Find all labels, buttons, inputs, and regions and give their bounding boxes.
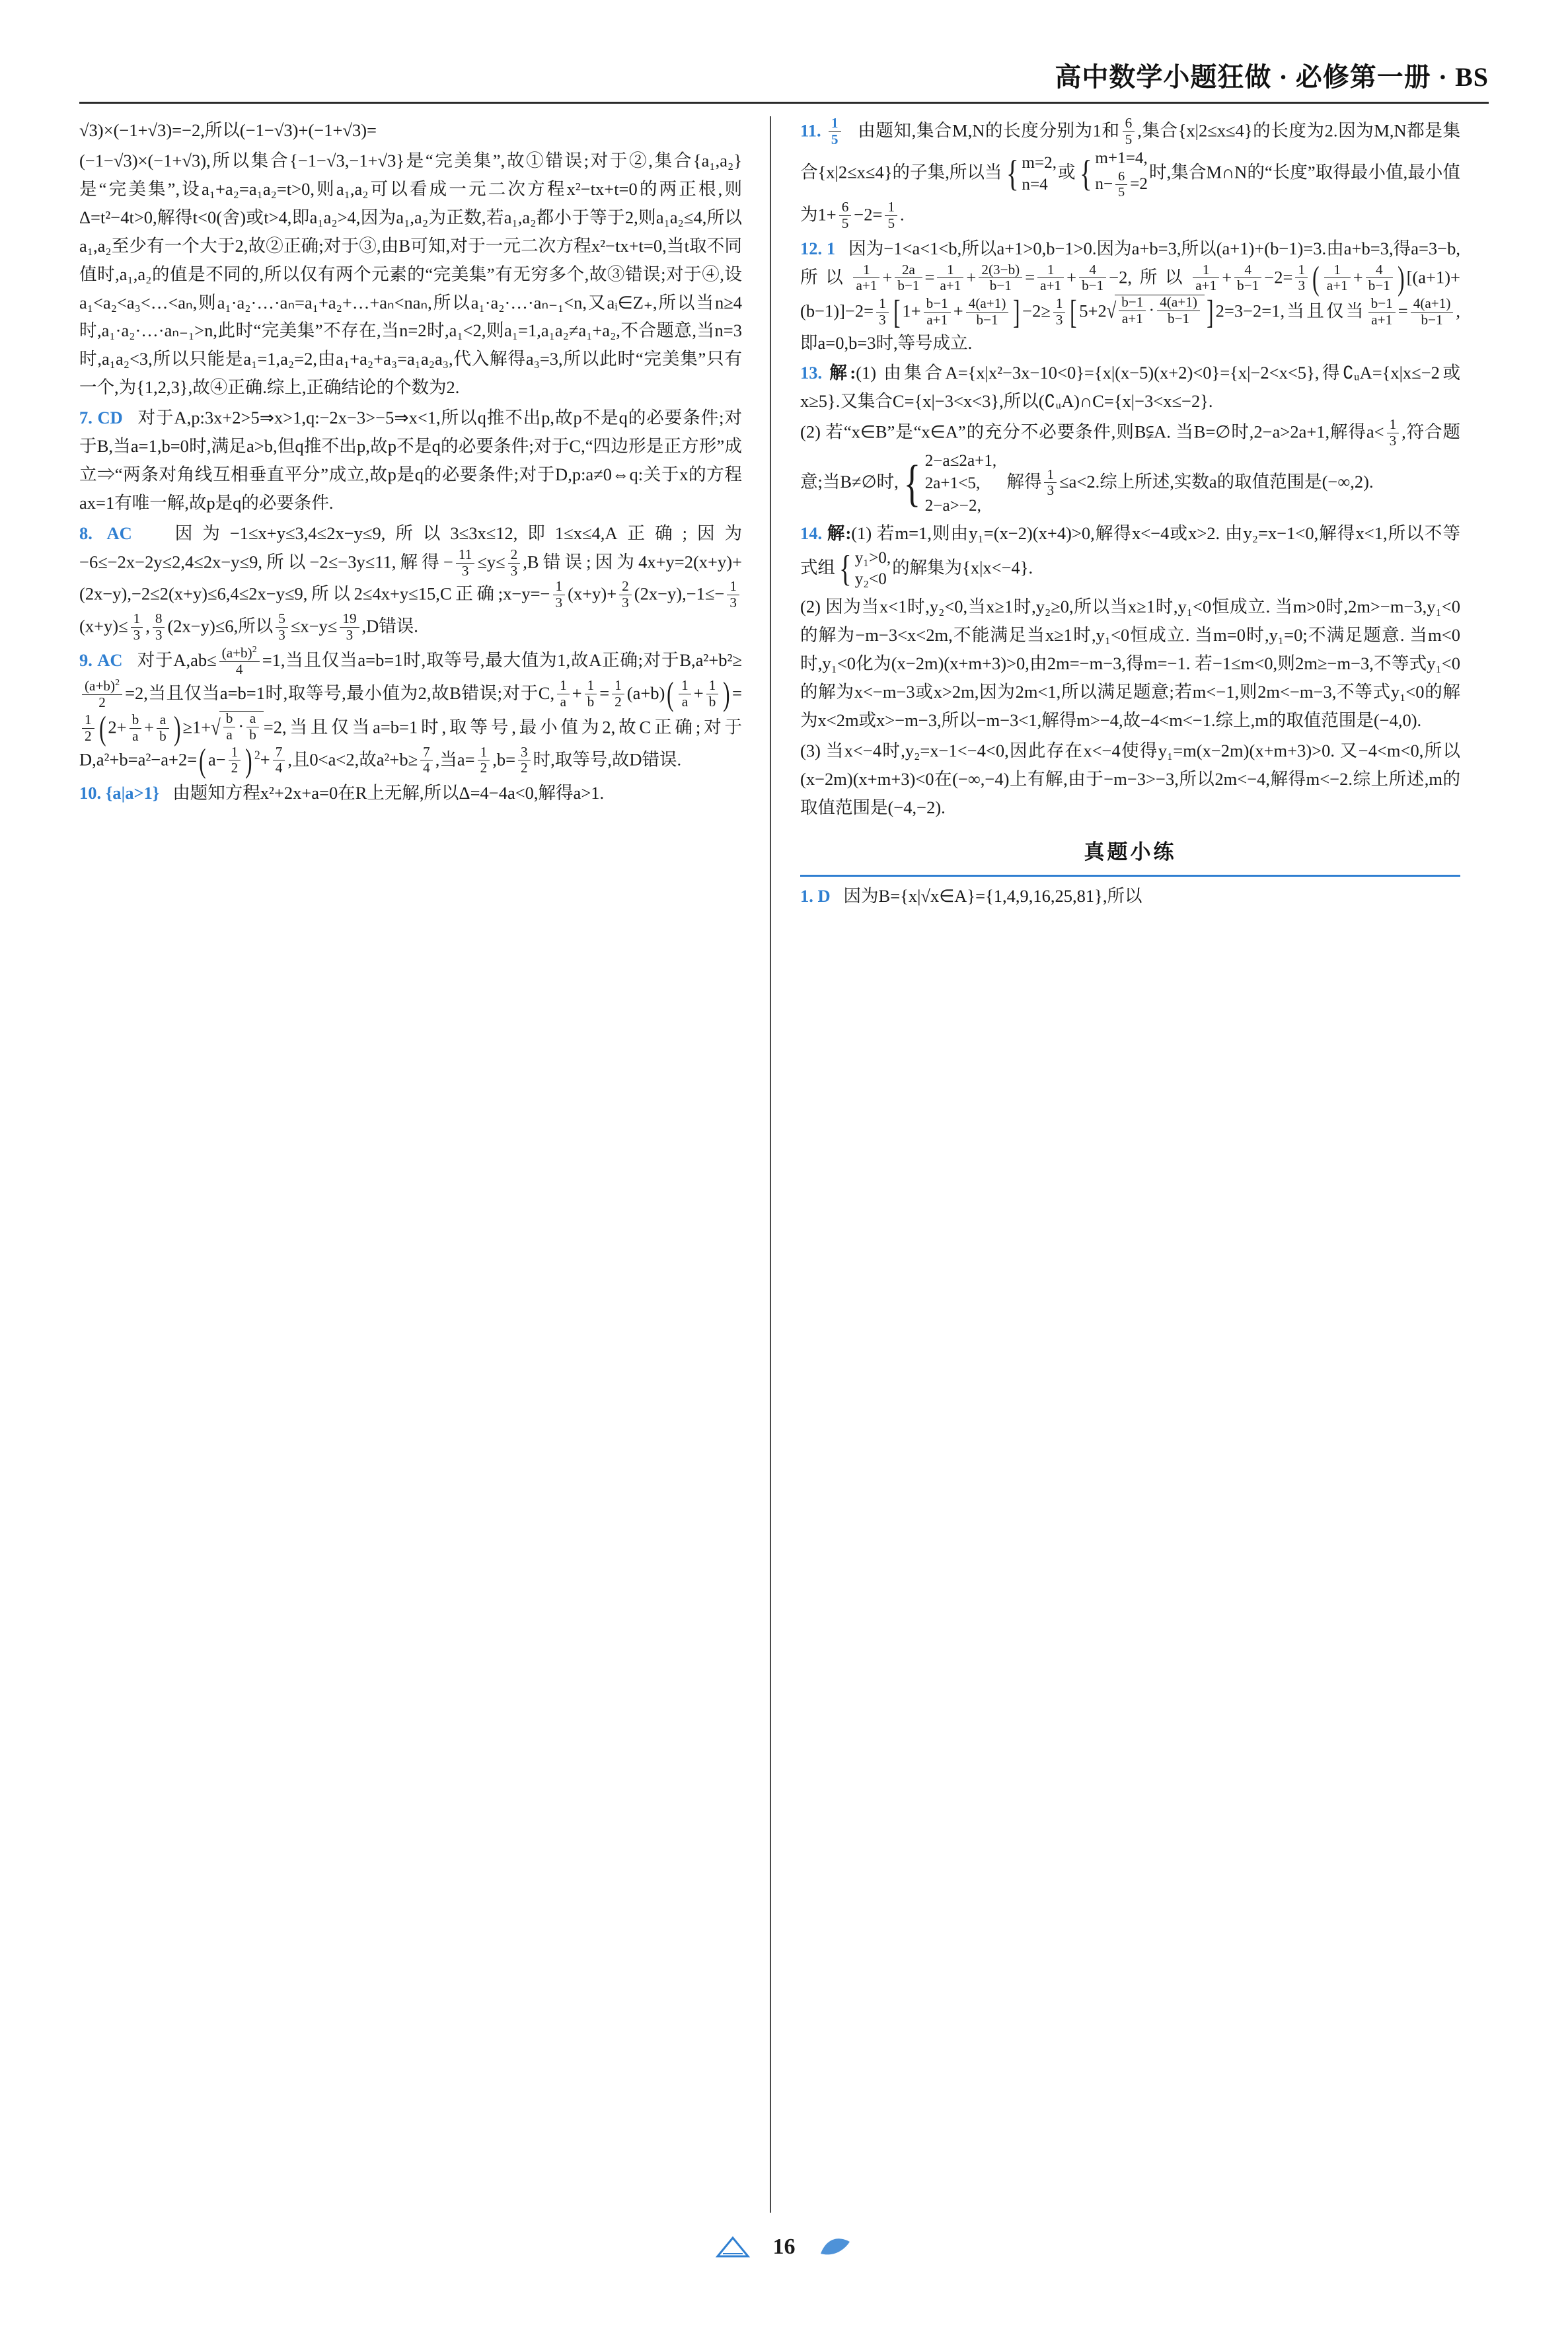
frac-a-b: $\frac{a}{b}$ [157, 712, 169, 744]
question-10-answer: {a|a>1} [105, 783, 160, 803]
frac-1-3-b: $\frac{1}{3}$ [876, 296, 889, 328]
page-header [79, 55, 1489, 104]
frac-11-3: $\frac{11}{3}$ [456, 547, 474, 579]
question-8-number: 8. [79, 523, 93, 543]
frac-b1-a1-b: $\frac{b-1}{a+1}$ [1368, 296, 1396, 328]
frac-1-3-d: $\frac{1}{3}$ [131, 611, 143, 643]
question-13-label: 解: [829, 363, 856, 383]
paren-close: ) [723, 675, 730, 713]
frac-1-2-a: $\frac{1}{2}$ [612, 678, 624, 710]
question-11-number: 11. [800, 120, 821, 141]
question-9-number: 9. [79, 650, 93, 671]
frac-1-a1-d: $\frac{1}{a+1}$ [1193, 262, 1219, 294]
paren-close-12: ) [1398, 259, 1405, 297]
question-11: 11. $\frac{1}{5}$ 由题知,集合M,N的长度分别为1和 $\frac{6}{5}$ ,集合{x|2≤x≤4}的长度为2.因为M,N都是集合{x|2≤x≤4}的子集,所以当 { m=2, n=4 或 { m+1=4, n− $\frac{6}{5}$ =2 时,集合M∩N的“长度”取得最小值,最小值为1+ $\frac{6}{5}$ −2= $\frac{1}{5}$ . [800, 115, 1461, 232]
system-1: { m=2, n=4 [1006, 153, 1057, 195]
zhenti-1-number: 1. [800, 885, 813, 906]
question-7 [79, 404, 742, 517]
question-14-part3: (3) 当x<−4时,y₂=x−1<−4<0,因此存在x<−4使得y₁=m(x−2m)(x+m+3)>0. 又−4<m<0,所以(x−2m)(x+m+3)<0在(−∞,−4)上有解,由于−m−3>−3,所以2m<−4,解得m<−2.综上所述,m的取值范围是(−4,−2). [800, 740, 1460, 817]
question-12-number: 12. [800, 238, 823, 258]
exponent-2: 2 [254, 748, 260, 762]
wave-icon [818, 2234, 854, 2260]
frac-7-4: $\frac{7}{4}$ [273, 745, 285, 776]
frac-4-b1: $\frac{4}{b-1}$ [1079, 262, 1106, 294]
question-10-number: 10. [79, 783, 102, 803]
frac-ab2-2: $\frac{(a+b)^2}{2}$ [82, 678, 122, 711]
frac-1-a1-b: $\frac{1}{a+1}$ [937, 262, 963, 294]
frac-b1-a1: $\frac{b-1}{a+1}$ [924, 296, 951, 328]
bracket-close-12: ] [1013, 293, 1020, 331]
frac-3-2: $\frac{3}{2}$ [518, 745, 531, 776]
frac-1-5: $\frac{1}{5}$ [885, 200, 897, 231]
bracket-close-12b: ] [1207, 293, 1214, 331]
frac-4a1-b1: $\frac{4(a+1)}{b-1}$ [966, 296, 1009, 328]
continued-paragraph: (−1−√3)×(−1+√3),所以集合{−1−√3,−1+√3}是“完美集”,故①错误;对于②,集合{a₁,a₂}是“完美集”,设a₁+a₂=a₁a₂=t>0,则a₁,a₂可以看成一元二次方程x²−tx+t=0的两正根,则Δ=t²−4t>0,解得t<0(舍)或t>4,即a₁a₂>4,因为a₁,a₂为正数,若a₁,a₂都小于等于2,则a₁a₂≤4,所以a₁,a₂至少有一个大于2,故②正确;对于③,由B可知,对于一元二次方程x²−tx+t=0,当t取不同值时,a₁,a₂的值是不同的,所以仅有两个元素的“完美集”有无穷多个,故③错误;对于④,设a₁<a₂<a₃<…<aₙ,则a₁·a₂·…·aₙ=a₁+a₂+…+aₙ<naₙ,所以a₁·a₂·…·aₙ₋₁<n,又aᵢ∈Z₊,所以当n≥4时,a₁·a₂·…·aₙ₋₁>n,此时“完美集”不存在,当n=2时,a₁<2,则a₁=1,a₁a₂≠a₁+a₂,不合题意,当n=3时,a₁a₂<3,所以只能是a₁=1,a₂=2,由a₁+a₂+a₃=a₁a₂a₃,代入解得a₃=3,所以此时“完美集”只有一个,为{1,2,3},故④正确.综上,正确结论的个数为2. [79, 150, 742, 398]
frac-6-5: $\frac{6}{5}$ [1123, 116, 1135, 147]
frac-1-3-13b: $\frac{1}{3}$ [1044, 467, 1057, 499]
paren-open-12: ( [1312, 259, 1320, 297]
question-13-number: 13. [800, 363, 823, 383]
system-14: { y₁>0, y₂<0 [839, 548, 891, 589]
frac-b-a: $\frac{b}{a}$ [130, 712, 142, 744]
frac-1-a-2: $\frac{1}{a}$ [679, 678, 691, 710]
zhenti-1-answer: D [817, 885, 831, 906]
question-9-answer: AC [97, 650, 123, 671]
triangle-ruler-icon [715, 2234, 751, 2260]
page-number: 16 [772, 2234, 796, 2259]
question-13: 13. 解:(1) 由集合A={x|x²−3x−10<0}={x|(x−5)(x+2)<0}={x|−2<x<5},得∁ᵤA={x|x≤−2或x≥5}.又集合C={x|−3<x<3},所以(∁ᵤA)∩C={x|−3<x≤−2}. [800, 363, 1460, 412]
page-footer [0, 2234, 1568, 2287]
frac-1-a: $\frac{1}{a}$ [557, 678, 570, 710]
paren-open-2: ( [98, 710, 106, 747]
frac-5-3: $\frac{5}{3}$ [276, 611, 288, 643]
question-12-answer: 1 [826, 238, 836, 258]
question-14-number: 14. [800, 523, 823, 543]
frac-1-3: $\frac{1}{3}$ [1295, 262, 1308, 294]
frac-1-2-b: $\frac{1}{2}$ [82, 712, 94, 744]
frac-ab2-4: $\frac{(a+b)^2}{4}$ [219, 645, 260, 678]
frac-4-b1-b: $\frac{4}{b-1}$ [1234, 262, 1261, 294]
frac-19-3: $\frac{19}{3}$ [340, 611, 359, 643]
frac-8-3: $\frac{8}{3}$ [153, 611, 165, 643]
question-14: 14. 解:(1) 若m=1,则由y₁=(x−2)(x+4)>0,解得x<−4或x>2. 由y₂=x−1<0,解得x<1,所以不等式组 { y₁>0, y₂<0 的解集为{x|x<−4}. [800, 519, 1460, 591]
continued-paragraph-line1: √3)×(−1+√3)=−2,所以(−1−√3)+(−1+√3)= [79, 120, 377, 140]
frac-2a-b1: $\frac{2a}{b-1}$ [895, 262, 922, 294]
frac-4a1-b1-b: $\frac{4(a+1)}{b-1}$ [1411, 296, 1454, 328]
paren-open: ( [667, 675, 674, 713]
frac-2-3b-b1: $\frac{2(3-b)}{b-1}$ [979, 262, 1022, 294]
frac-1-a1-e: $\frac{1}{a+1}$ [1324, 262, 1351, 294]
right-column [770, 116, 1460, 2213]
frac-2-3: $\frac{2}{3}$ [508, 547, 521, 579]
frac-2-3-b: $\frac{2}{3}$ [619, 579, 632, 610]
bracket-open-12: [ [893, 293, 901, 331]
frac-1-3-c: $\frac{1}{3}$ [727, 579, 739, 610]
system-13: { 2−a≤2a+1, 2a+1<5, 2−a>−2, [903, 451, 997, 515]
frac-1-b-2: $\frac{1}{b}$ [706, 678, 719, 710]
frac-4-b1-c: $\frac{4}{b-1}$ [1366, 262, 1393, 294]
paren-open-3: ( [199, 741, 206, 779]
question-11-answer: $\frac{1}{5}$ [829, 116, 841, 147]
section-heading-zhenti: 真题小练 [800, 832, 1460, 876]
frac-1-a1-c: $\frac{1}{a+1}$ [1037, 262, 1064, 294]
paren-close-3: ) [245, 741, 252, 779]
question-8: 8. AC 因为−1≤x+y≤3,4≤2x−y≤9,所以3≤3x≤12,即1≤x≤4,A正确;因为−6≤−2x−2y≤2,4≤2x−y≤9,所以−2≤−3y≤11,解得− $\frac{11}{3}$ ≤y≤ $\frac{2}{3}$ ,B错误;因为4x+y=2(x+y)+(2x−y),−2≤2(x+y)≤6,4≤2x−y≤9,所以2≤4x+y≤15,C正确;x−y=− $\frac{1}{3}$ (x+y)+ $\frac{2}{3}$ (2x−y),−1≤− $\frac{1}{3}$ (x+y)≤ $\frac{1}{3}$ , $\frac{8}{3}$ (2x−y)≤6,所以 $\frac{5}{3}$ ≤x−y≤ $\frac{19}{3}$ ,D错误. [79, 523, 743, 643]
frac-1-3-c: $\frac{1}{3}$ [1053, 296, 1066, 328]
frac-7-4-b: $\frac{7}{4}$ [420, 745, 433, 776]
question-7-answer: CD [97, 408, 123, 428]
frac-1-2-d: $\frac{1}{2}$ [478, 745, 490, 776]
question-8-answer: AC [106, 523, 132, 543]
question-13-part2: (2) 若“x∈B”是“x∈A”的充分不必要条件,则B⫋A. 当B=∅时,2−a>2a+1,解得a< $\frac{1}{3}$ ,符合题意;当B≠∅时, { 2−a≤2a+1, 2a+1<5, 2−a>−2, 解得 $\frac{1}{3}$ ≤a<2.综上所述,实数a的取值范围是(−∞,2). [800, 418, 1460, 517]
question-10-explanation: 由题知方程x²+2x+a=0在R上无解,所以Δ=4−4a<0,解得a>1. [172, 783, 605, 803]
question-12: 12. 1 因为−1<a<1<b,所以a+1>0,b−1>0.因为a+b=3,所以(a+1)+(b−1)=3.由a+b=3,得a=3−b,所以 $\frac{1}{a+1}$ + $\frac{2a}{b-1}$ = $\frac{1}{a+1}$ + $\frac{2(3-b)}{b-1}$ = $\frac{1}{a+1}$ + $\frac{4}{b-1}$ −2,所以 $\frac{1}{a+1}$ + $\frac{4}{b-1}$ −2= $\frac{1}{3}$ ( $\frac{1}{a+1}$ + $\frac{4}{b-1}$ ) [(a+1)+(b−1)]−2= $\frac{1}{3}$ [ 1+ $\frac{b-1}{a+1}$ + $\frac{4(a+1)}{b-1}$ ] −2≥ $\frac{1}{3}$ [ 5+2 √ $\frac{b-1}{a+1}$ · $\frac{4(a+1)}{b-1}$ ] 2=3−2=1,当且仅当 $\frac{b-1}{a+1}$ = $\frac{4(a+1)}{b-1}$ ,即a=0,b=3时,等号成立. [800, 238, 1461, 353]
zhenti-question-1: 1. D 因为B={x|√x∈A}={1,4,9,16,25,81},所以 [800, 885, 1142, 906]
paren-close-2: ) [173, 710, 181, 747]
question-9: 9. AC 对于A,ab≤ $\frac{(a+b)^2}{4}$ =1,当且仅当a=b=1时,取等号,最大值为1,故A正确;对于B,a²+b²≥ $\frac{(a+b)^2}{2}$ =2,当且仅当a=b=1时,取等号,最小值为2,故B错误;对于C, $\frac{1}{a}$ + $\frac{1}{b}$ = $\frac{1}{2}$ (a+b)( $\frac{1}{a}$ + $\frac{1}{b}$ ) = $\frac{1}{2}$ ( 2+ $\frac{b}{a}$ + $\frac{a}{b}$ ) ≥1+ √ $\frac{b}{a}$ · $\frac{a}{b}$ =2,当且仅当a=b=1时,取等号,最小值为2,故C正确;对于D,a²+b=a²−a+2=( a− $\frac{1}{2}$ ) $^2$+ $\frac{7}{4}$ ,且0<a<2,故a²+b≥ $\frac{7}{4}$ ,当a= $\frac{1}{2}$ ,b= $\frac{3}{2}$ 时,取等号,故D错误. [79, 645, 743, 779]
frac-1-3-13: $\frac{1}{3}$ [1387, 417, 1400, 449]
sqrt-ba-ab: √ $\frac{b}{a}$ · $\frac{a}{b}$ [211, 711, 264, 743]
left-column [79, 116, 770, 2213]
question-7-number: 7. [79, 408, 93, 428]
frac-6-5-b: $\frac{6}{5}$ [839, 200, 852, 231]
system-2: { m+1=4, n− $\frac{6}{5}$ =2 [1079, 149, 1148, 200]
frac-1-2-c: $\frac{1}{2}$ [229, 745, 241, 776]
frac-1-3-a: $\frac{1}{3}$ [553, 579, 566, 610]
question-14-label: 解: [827, 523, 852, 543]
two-column-body [79, 116, 1489, 2213]
frac-1-b: $\frac{1}{b}$ [585, 678, 597, 710]
frac-1-a1: $\frac{1}{a+1}$ [853, 262, 879, 294]
bracket-open-12b: [ [1070, 293, 1078, 331]
question-14-part2: (2) 因为当x<1时,y₂<0,当x≥1时,y₂≥0,所以当x≥1时,y₁<0恒成立. 当m>0时,2m>−m−3,y₁<0的解为−m−3<x<2m,不能满足当x≥1时,y₁<0恒成立. 当m=0时,y₁=0;不满足题意. 当m<0时,y₁<0化为(x−2m)(x+m+3)>0,由2m=−m−3,得m=−1. 若−1≤m<0,则2m≥−m−3,不等式y₁<0的解为x<−m−3或x>2m,因为2m<1,所以满足题意;若m<−1,则2m<−m−3,不等式y₁<0的解为x<2m或x>−m−3,所以−m−3<1,解得m>−4,故−4<m<−1.综上,m的取值范围是(−4,0). [800, 597, 1460, 730]
book-title: 高中数学小题狂做 · 必修第一册 · BS [1055, 62, 1489, 92]
sqrt-b1a1-4a1b1: √ $\frac{b-1}{a+1}$ · $\frac{4(a+1)}{b-1}$ [1107, 295, 1205, 327]
question-7-explanation: 对于A,p:3x+2>5⇒x>1,q:−2x−3>−5⇒x<1,所以q推不出p,故p不是q的必要条件;对于B,当a=1,b=0时,满足a>b,但q推不出p,故p不是q的必要条件;对于C,“四边形是正方形”成立⇒“两条对角线互相垂直平分”成立,故p是q的必要条件;对于D,p:a≠0⇔q:关于x的方程ax=1有唯一解,故p是q的必要条件. [79, 408, 743, 513]
question-10 [79, 779, 742, 807]
